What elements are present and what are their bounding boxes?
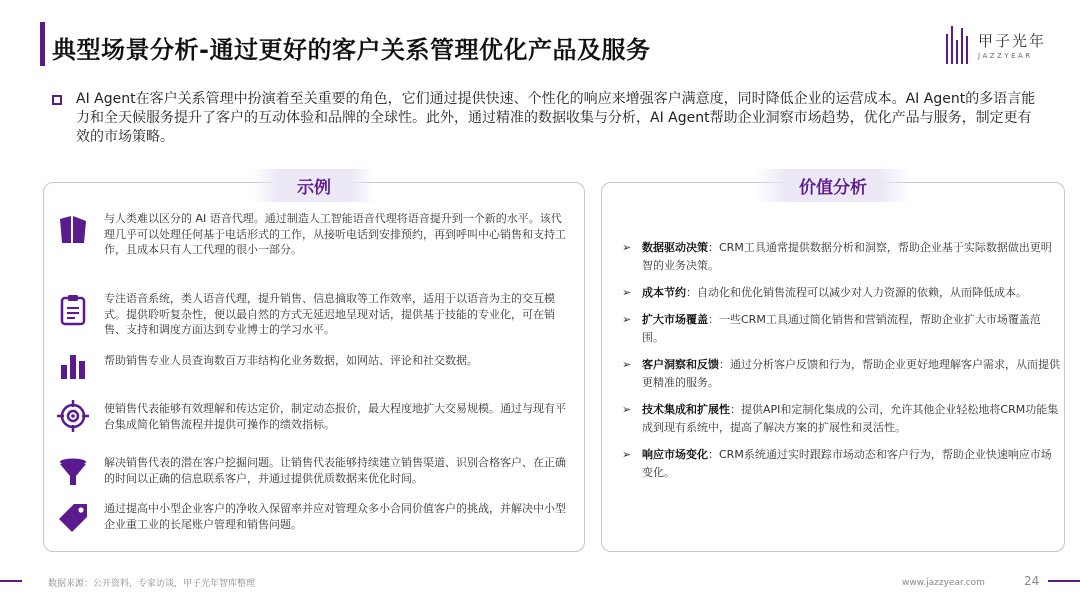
value-item-label: 响应市场变化 (642, 448, 708, 461)
jazzyear-logo (944, 24, 1054, 70)
footer-accent-right (1048, 580, 1080, 582)
tag-icon (56, 501, 90, 535)
value-item-label: 技术集成和扩展性 (642, 403, 730, 416)
funnel-icon (56, 455, 90, 489)
value-item (620, 446, 1060, 482)
example-text: 使销售代表能够有效理解和传达定价，制定动态报价，最大程度地扩大交易规模。通过与现有平台集成简化销售流程并提供可操作的绩效指标。 (104, 402, 566, 431)
value-item-label: 数据驱动决策 (642, 241, 708, 254)
square-bullet-icon (52, 95, 62, 105)
value-item-text: ：通过分析客户反馈和行为，帮助企业更好地理解客户需求，从而提供更精准的服务。 (642, 358, 1060, 389)
title-accent-bar (40, 22, 45, 66)
target-icon (56, 399, 90, 433)
footer-accent-left (0, 580, 22, 582)
value-item (620, 284, 1060, 302)
example-text: 专注语音系统，类人语音代理，提升销售、信息摘取等工作效率，适用于以语音为主的交互模式。提供聆听复杂性，便以最自然的方式无延迟地呈现对话，提供基于技能的专业化，可在销售、支持和调度方面达到专业博士的学习水平。 (104, 292, 555, 336)
example-text: 通过提高中小型企业客户的净收入保留率并应对管理众多小合同价值客户的挑战，并解决中小型企业重工业的长尾账户管理和销售问题。 (104, 502, 566, 531)
logo-subtitle: JAZZYEAR (978, 52, 1033, 60)
data-source: 数据来源：公开资料，专家访谈，甲子光年智库整理 (48, 579, 256, 589)
mask-icon (56, 213, 90, 247)
examples-panel (43, 178, 585, 552)
logo-name: 甲子光年 (978, 32, 1047, 50)
value-item-text: ：自动化和优化销售流程可以减少对人力资源的依赖，从而降低成本。 (686, 286, 1027, 299)
bar-chart-icon (56, 349, 90, 383)
value-item-text: ：一些CRM工具通过简化销售和营销流程，帮助企业扩大市场覆盖范围。 (642, 313, 1041, 344)
value-item-label: 扩大市场覆盖 (642, 313, 708, 326)
arrow-bullet-icon: ➢ (622, 286, 632, 299)
value-item-label: 客户洞察和反馈 (642, 358, 719, 371)
logo-bars-icon (944, 24, 972, 68)
value-analysis-panel-title: 价值分析 (755, 169, 911, 202)
value-item (620, 311, 1060, 347)
examples-panel-title: 示例 (253, 169, 375, 202)
arrow-bullet-icon: ➢ (622, 403, 632, 416)
arrow-bullet-icon: ➢ (622, 448, 632, 461)
value-analysis-panel (601, 178, 1065, 552)
arrow-bullet-icon: ➢ (622, 313, 632, 326)
value-item (620, 401, 1060, 437)
page-number: 24 (1024, 574, 1040, 588)
page-title: 典型场景分析-通过更好的客户关系管理优化产品及服务 (52, 36, 651, 64)
footer-url: www.jazzyear.com (902, 578, 985, 588)
arrow-bullet-icon: ➢ (622, 358, 632, 371)
example-text: 解决销售代表的潜在客户挖掘问题。让销售代表能够持续建立销售渠道、识别合格客户、在正确的时间以正确的信息联系客户，并通过提供优质数据来优化时间。 (104, 456, 566, 485)
value-item-label: 成本节约 (642, 286, 686, 299)
value-item (620, 356, 1060, 392)
value-item-text: ：提供API和定制化集成的公司，允许其他企业轻松地将CRM功能集成到现有系统中，提高了解决方案的扩展性和灵活性。 (642, 403, 1059, 434)
clipboard-icon (56, 293, 90, 327)
intro-text: AI Agent在客户关系管理中扮演着至关重要的角色，它们通过提供快速、个性化的响应来增强客户满意度，同时降低企业的运营成本。AI Agent的多语言能力和全天候服务提升了客户的互动体验和品牌的全球性。此外，通过精准的数据收集与分析，AI Agent帮助企业洞察市场趋势，优化产品与服务，制定更有效的市场策略。 (76, 91, 1036, 145)
value-item-text: ：CRM工具通常提供数据分析和洞察，帮助企业基于实际数据做出更明智的业务决策。 (642, 241, 1052, 272)
intro-section (52, 90, 1037, 147)
example-text: 与人类难以区分的 AI 语音代理。通过制造人工智能语音代理将语音提升到一个新的水平。该代理几乎可以处理任何基于电话形式的工作，从接听电话到安排预约，再到呼叫中心销售和支持工作，且成本只有人工代理的很小一部分。 (104, 212, 566, 256)
example-text: 帮助销售专业人员查询数百万非结构化业务数据，如网站、评论和社交数据。 (104, 354, 478, 367)
value-item (620, 239, 1060, 275)
arrow-bullet-icon: ➢ (622, 241, 632, 254)
value-analysis-list (620, 239, 1060, 491)
value-item-text: ：CRM系统通过实时跟踪市场动态和客户行为，帮助企业快速响应市场变化。 (642, 448, 1052, 479)
